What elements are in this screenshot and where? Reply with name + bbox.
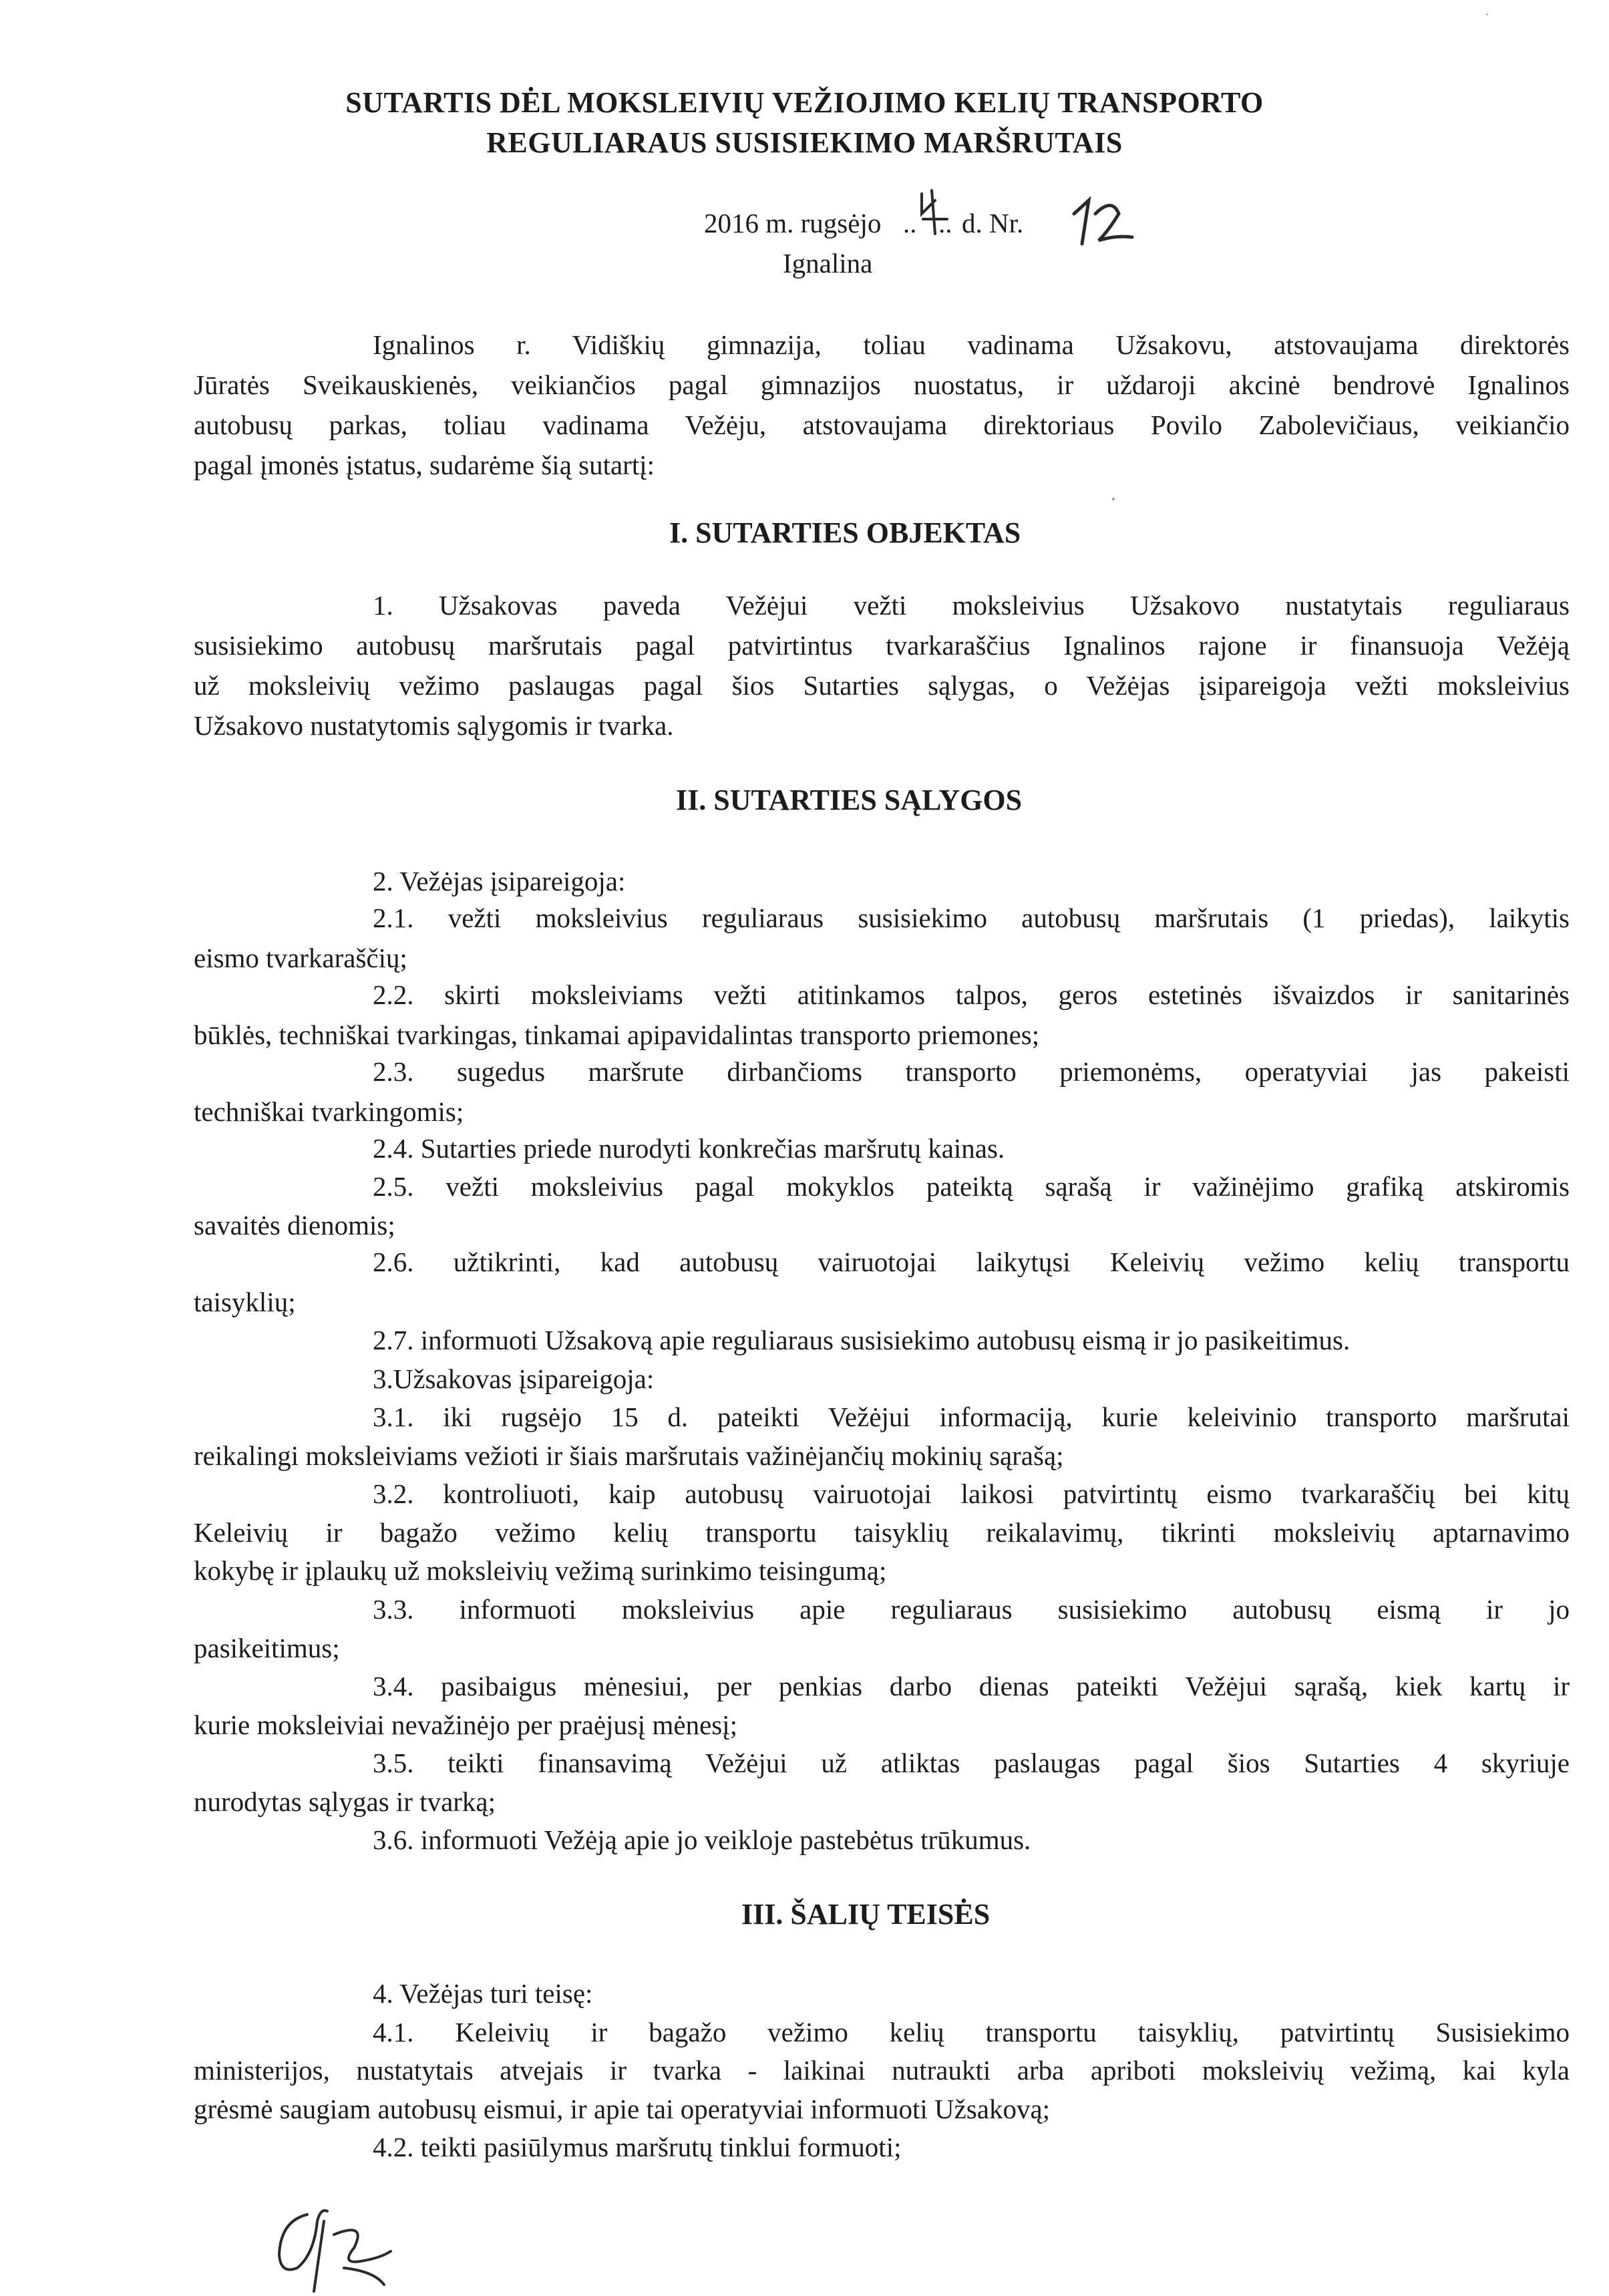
clause-2-5-a: 2.5. vežti moksleivius pagal mokyklos pateiktą sąrašą ir važinėjimo grafiką atskiromis [373, 1171, 1570, 1202]
clause-2-5-b: savaitės dienomis; [194, 1210, 395, 1241]
clause-3-5-b: nurodytas sąlygas ir tvarką; [194, 1786, 496, 1817]
clause-2-2-b: būklės, techniškai tvarkingas, tinkamai apipavidalintas transporto priemones; [194, 1019, 1040, 1050]
handwritten-number [1069, 194, 1142, 254]
section-1-heading: I. SUTARTIES OBJEKTAS [669, 516, 1021, 549]
section-3-heading: III. ŠALIŲ TEISĖS [741, 1898, 991, 1931]
clause-3-4-a: 3.4. pasibaigus mėnesiui, per penkias darbo dienas pateikti Vežėjui sąrašą, kiek kartų ir [373, 1671, 1570, 1701]
section-1-line-1: 1. Užsakovas paveda Vežėjui vežti moksleivius Užsakovo nustatytais reguliaraus [373, 590, 1570, 621]
clause-2-2-a: 2.2. skirti moksleiviams vežti atitinkamos talpos, geros estetinės išvaizdos ir sanitarinės [373, 979, 1570, 1010]
clause-4: 4. Vežėjas turi teisę: [373, 1978, 593, 2009]
clause-2-3-a: 2.3. sugedus maršrute dirbančioms transporto priemonėms, operatyviai jas pakeisti [373, 1056, 1570, 1087]
clause-2-1-b: eismo tvarkaraščių; [194, 943, 407, 973]
date-dots-2: .. [938, 208, 952, 238]
place: Ignalina [783, 248, 873, 279]
date-prefix: 2016 m. rugsėjo [704, 208, 882, 238]
clause-2-7: 2.7. informuoti Užsakovą apie reguliaraus susisiekimo autobusų eismą ir jo pasikeitimus. [373, 1325, 1351, 1355]
scan-speck [1486, 13, 1488, 15]
intro-line-3: autobusų parkas, toliau vadinama Vežėju, atstovaujama direktoriaus Povilo Zabolevičiaus, veikiančio [194, 409, 1570, 440]
clause-3: 3.Užsakovas įsipareigoja: [373, 1363, 655, 1394]
clause-3-2-b: Keleivių ir bagažo vežimo kelių transportu taisyklių reikalavimų, tikrinti moksleivių aptarnavimo [194, 1517, 1570, 1548]
clause-4-1-b: ministerijos, nustatytais atvejais ir tvarka - laikinai nutraukti arba apriboti moksleivių vežimą, kai kyla [194, 2055, 1570, 2086]
signature-initials [267, 2194, 401, 2295]
title-line-1: SUTARTIS DĖL MOKSLEIVIŲ VEŽIOJIMO KELIŲ TRANSPORTO [345, 86, 1264, 119]
section-1-line-2: susisiekimo autobusų maršrutais pagal patvirtintus tvarkaraščius Ignalinos rajone ir finansuoja Vežėją [194, 630, 1570, 661]
clause-3-1-a: 3.1. iki rugsėjo 15 d. pateikti Vežėjui informaciją, kurie keleivinio transporto maršrutai [373, 1402, 1570, 1432]
section-1-line-4: Užsakovo nustatytomis sąlygomis ir tvarka. [194, 710, 674, 741]
section-1-line-3: už moksleivių vežimo paslaugas pagal šios Sutarties sąlygas, o Vežėjas įsipareigoja vežti moksleivius [194, 670, 1570, 701]
date-suffix: d. Nr. [962, 208, 1024, 238]
clause-2-1-a: 2.1. vežti moksleivius reguliaraus susisiekimo autobusų maršrutais (1 priedas), laikytis [373, 903, 1570, 933]
intro-line-4: pagal įmonės įstatus, sudarėme šią sutartį: [194, 450, 655, 480]
clause-3-5-a: 3.5. teikti finansavimą Vežėjui už atliktas paslaugas pagal šios Sutarties 4 skyriuje [373, 1748, 1570, 1778]
clause-3-2-c: kokybę ir įplaukų už moksleivių vežimą surinkimo teisingumą; [194, 1555, 887, 1586]
clause-3-3-b: pasikeitimus; [194, 1633, 340, 1663]
clause-2-6-a: 2.6. užtikrinti, kad autobusų vairuotojai laikytųsi Keleivių vežimo kelių transportu [373, 1247, 1570, 1277]
clause-3-6: 3.6. informuoti Vežėją apie jo veikloje pastebėtus trūkumus. [373, 1824, 1031, 1855]
clause-2: 2. Vežėjas įsipareigoja: [373, 866, 626, 896]
scan-speck [1112, 498, 1115, 500]
clause-3-1-b: reikalingi moksleiviams vežioti ir šiais maršrutais važinėjančių mokinių sąrašą; [194, 1440, 1064, 1471]
handwritten-day [915, 187, 955, 247]
clause-3-2-a: 3.2. kontroliuoti, kaip autobusų vairuotojai laikosi patvirtintų eismo tvarkaraščių bei kitų [373, 1478, 1570, 1509]
clause-4-1-a: 4.1. Keleivių ir bagažo vežimo kelių transportu taisyklių, patvirtintų Susisiekimo [373, 2017, 1570, 2047]
section-2-heading: II. SUTARTIES SĄLYGOS [676, 784, 1023, 816]
clause-2-6-b: taisyklių; [194, 1287, 296, 1317]
date-dots-1: .. [903, 208, 917, 238]
intro-line-2: Jūratės Sveikauskienės, veikiančios pagal gimnazijos nuostatus, ir uždaroji akcinė bendrovė Ignalinos [194, 369, 1570, 400]
intro-line-1: Ignalinos r. Vidiškių gimnazija, toliau vadinama Užsakovu, atstovaujama direktorės [373, 329, 1570, 360]
clause-4-1-c: grėsmė saugiam autobusų eismui, ir apie tai operatyviai informuoti Užsakovą; [194, 2094, 1051, 2124]
clause-2-4: 2.4. Sutarties priede nurodyti konkrečias maršrutų kainas. [373, 1133, 1005, 1164]
clause-2-3-b: techniškai tvarkingomis; [194, 1096, 464, 1127]
title-line-2: REGULIARAUS SUSISIEKIMO MARŠRUTAIS [486, 126, 1123, 159]
clause-3-3-a: 3.3. informuoti moksleivius apie reguliaraus susisiekimo autobusų eismą ir jo [373, 1594, 1570, 1625]
clause-4-2: 4.2. teikti pasiūlymus maršrutų tinklui formuoti; [373, 2132, 902, 2162]
clause-3-4-b: kurie moksleiviai nevažinėjo per praėjusį mėnesį; [194, 1709, 738, 1740]
